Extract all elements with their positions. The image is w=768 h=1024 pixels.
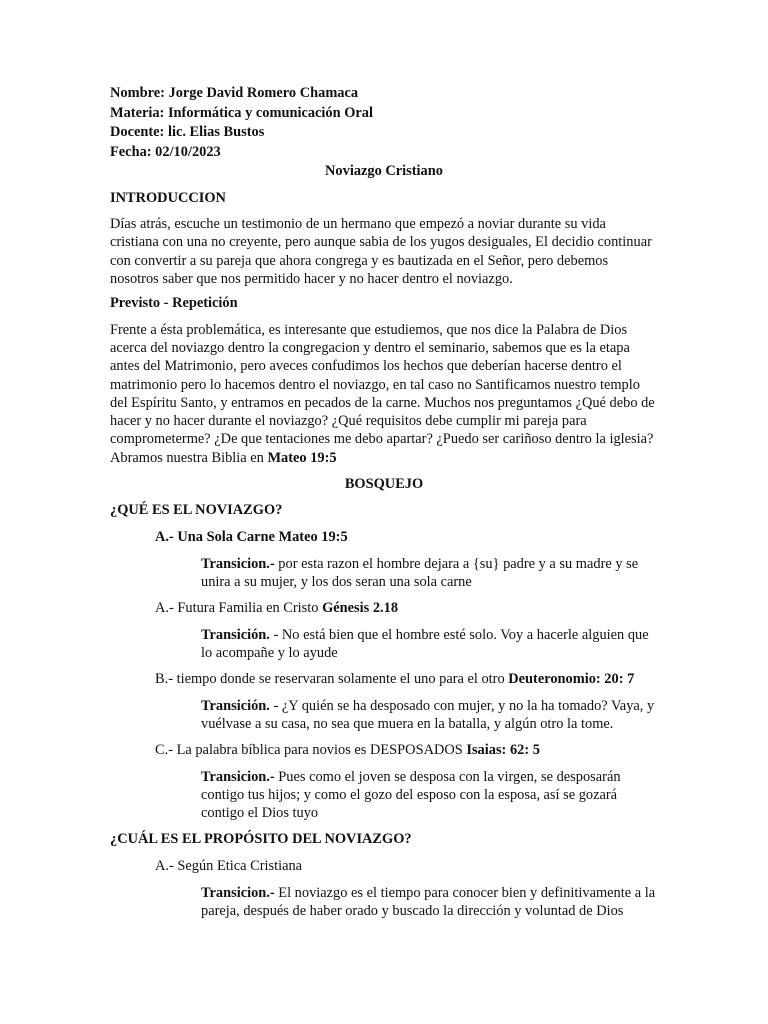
previsto-ref: Mateo 19:5 [267, 449, 337, 466]
transition-4-label: Transicion.- [201, 768, 275, 785]
transition-4 [201, 768, 658, 823]
previsto-paragraph [110, 321, 658, 467]
nombre-value: Jorge David Romero Chamaca [168, 85, 359, 101]
transition-3-text: - ¿Y quién se ha desposado con mujer, y no la ha tomado? Vaya, y vuélvase a su casa, no sea que muera en la batalla, y algún otro la tome. [201, 697, 655, 733]
fecha-label: Fecha: [110, 143, 152, 160]
document-page [110, 84, 658, 920]
transition-2-label: Transición. [201, 626, 270, 643]
previsto-text: Frente a ésta problemática, es interesante que estudiemos, que nos dice la Palabra de Dios acerca del noviazgo dentro la congregacion y dentro el seminario, sabemos que es la etapa antes del Matrimonio, pero aveces confudimos los hechos que deberían hacerse dentro el matrimonio pero lo hacemos dentro el noviazgo, en tal caso no Santificamos nuestro templo del Espíritu Santo, y entramos en pecados de la carne. Muchos nos preguntamos ¿Qué debo de hacer y no hacer durante el noviazgo? ¿Qué requisitos debe cumplir mi pareja para comprometerme? ¿De que tentaciones me debo apartar? ¿Puedo ser cariñoso dentro la iglesia? Abramos nuestra Biblia en [110, 321, 655, 466]
transition-4-text: Pues como el joven se desposa con la virgen, se desposarán contigo tus hijos; y como el gozo del esposo con la esposa, así se gozará contigo el Dios tuyo [201, 768, 621, 822]
outline-item-4-ref: Isaias: 62: 5 [466, 742, 540, 759]
transition-1 [201, 555, 658, 592]
intro-paragraph: Días atrás, escuche un testimonio de un hermano que empezó a noviar durante su vida cristiana con una no creyente, pero aunque sabia de los yugos desiguales, El decidio continuar con convertir a su pareja que ahora congrega y es bautizada en el Señor, pero debemos nosotros saber que nos permitido hacer y no hacer dentro el noviazgo. [110, 216, 652, 287]
intro-heading: INTRODUCCION [110, 189, 226, 206]
outline-item-4-label: C.- La palabra bíblica para novios es DESPOSADOS [155, 742, 467, 759]
transition-3 [201, 697, 658, 734]
transition-3-label: Transición. [201, 697, 270, 714]
section2-heading: ¿CUÁL ES EL PROPÓSITO DEL NOVIAZGO? [110, 830, 412, 847]
document-title: Noviazgo Cristiano [325, 163, 443, 179]
previsto-heading: Previsto - Repetición [110, 295, 238, 312]
transition-2 [201, 626, 658, 663]
outline-item-5 [155, 857, 658, 876]
transition-5-label: Transicion.- [201, 884, 275, 901]
bosquejo-heading: BOSQUEJO [344, 476, 424, 493]
outline-item-3-label: B.- tiempo donde se reservaran solamente el uno para el otro [155, 671, 509, 688]
nombre-label: Nombre: [110, 85, 165, 101]
docente-label: Docente: [110, 124, 165, 140]
header-nombre [110, 84, 658, 104]
outline-item-2-label: A.- Futura Familia en Cristo [155, 600, 323, 617]
outline-item-2-ref: Génesis 2.18 [322, 600, 399, 617]
outline-item-3 [155, 670, 658, 689]
fecha-value: 02/10/2023 [155, 143, 221, 160]
outline-item-2 [155, 599, 658, 618]
transition-5-text: El noviazgo es el tiempo para conocer bien y definitivamente a la pareja, después de haber orado y buscado la dirección y voluntad de Dios [201, 884, 656, 920]
outline-item-1-label: A.- Una Sola Carne Mateo 19:5 [155, 529, 348, 546]
outline-item-4 [155, 741, 658, 760]
header-fecha [110, 143, 658, 163]
outline-item-5-label: A.- Según Etica Cristiana [155, 858, 303, 875]
transition-2-text: - No está bien que el hombre esté solo. Voy a hacerle alguien que lo acompañe y lo ayude [201, 626, 649, 661]
docente-value: lic. Elias Bustos [167, 124, 265, 140]
header-docente [110, 123, 658, 143]
transition-1-text: por esta razon el hombre dejara a {su} padre y a su madre y se unira a su mujer, y los dos seran una sola carne [201, 555, 639, 590]
header-materia [110, 104, 658, 124]
outline-item-3-ref: Deuteronomio: 20: 7 [508, 671, 635, 688]
materia-label: Materia: [110, 104, 165, 121]
transition-5 [201, 884, 658, 921]
outline-item-1 [155, 528, 658, 547]
section1-heading: ¿QUÉ ES EL NOVIAZGO? [110, 501, 283, 518]
materia-value: Informática y comunicación Oral [167, 104, 373, 121]
transition-1-label: Transicion.- [201, 555, 275, 572]
